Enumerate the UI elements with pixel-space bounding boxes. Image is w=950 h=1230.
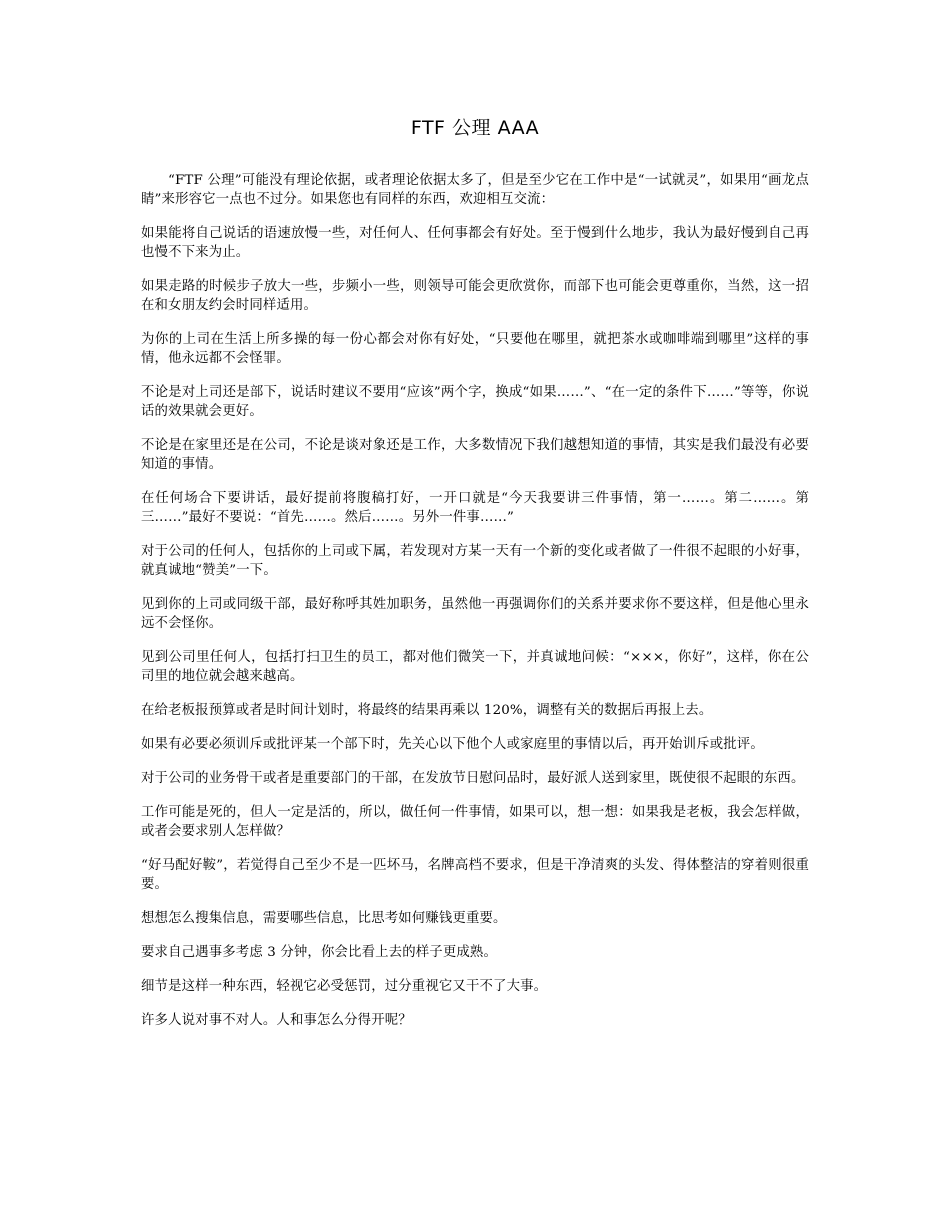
document-body	[141, 171, 809, 1045]
paragraph: 见到公司里任何人，包括打扫卫生的员工，都对他们微笑一下，并真诚地问候：“×××，你好”，这样，你在公司里的地位就会越来越高。	[141, 650, 809, 684]
paragraph: 要求自己遇事多考虑 3 分钟，你会比看上去的样子更成熟。	[141, 945, 497, 960]
paragraph: 见到你的上司或同级干部，最好称呼其姓加职务，虽然他一再强调你们的关系并要求你不要这样，但是他心里永远不会怪你。	[141, 597, 809, 631]
paragraph: 细节是这样一种东西，轻视它必受惩罚，过分重视它又干不了大事。	[141, 979, 548, 994]
paragraph: 不论是在家里还是在公司，不论是谈对象还是工作，大多数情况下我们越想知道的事情，其实是我们最没有必要知道的事情。	[141, 438, 809, 472]
paragraph: “好马配好鞍”，若觉得自己至少不是一匹坏马，名牌高档不要求，但是干净清爽的头发、得体整洁的穿着则很重要。	[141, 858, 809, 892]
paragraph: 为你的上司在生活上所多操的每一份心都会对你有好处，“只要他在哪里，就把茶水或咖啡端到哪里”这样的事情，他永远都不会怪罪。	[141, 332, 809, 366]
paragraph: 许多人说对事不对人。人和事怎么分得开呢？	[141, 1013, 412, 1028]
paragraph: 对于公司的任何人，包括你的上司或下属，若发现对方某一天有一个新的变化或者做了一件很不起眼的小好事，就真诚地“赞美”一下。	[141, 544, 809, 578]
paragraph: 在任何场合下要讲话，最好提前将腹稿打好，一开口就是“今天我要讲三件事情，第一……。第二……。第三……”最好不要说：“首先……。然后……。另外一件事……”	[141, 491, 809, 525]
paragraph: 如果能将自己说话的语速放慢一些，对任何人、任何事都会有好处。至于慢到什么地步，我认为最好慢到自己再也慢不下来为止。	[141, 226, 809, 260]
paragraph: 如果有必要必须训斥或批评某一个部下时，先关心以下他个人或家庭里的事情以后，再开始训斥或批评。	[141, 737, 764, 752]
paragraph: 对于公司的业务骨干或者是重要部门的干部，在发放节日慰问品时，最好派人送到家里，既使很不起眼的东西。	[141, 771, 805, 786]
paragraph: 想想怎么搜集信息，需要哪些信息，比思考如何赚钱更重要。	[141, 911, 507, 926]
document-title: FTF 公理 AAA	[410, 117, 540, 139]
paragraph: 工作可能是死的，但人一定是活的，所以，做任何一件事情，如果可以，想一想：如果我是老板，我会怎样做，或者会要求别人怎样做？	[141, 805, 809, 839]
paragraph: 如果走路的时候步子放大一些，步频小一些，则领导可能会更欣赏你，而部下也可能会更尊重你，当然，这一招在和女朋友约会时同样适用。	[141, 279, 809, 313]
paragraph: 不论是对上司还是部下，说话时建议不要用“应该”两个字，换成“如果……”、“在一定的条件下……”等等，你说话的效果就会更好。	[141, 385, 809, 419]
paragraph-intro: “FTF 公理”可能没有理论依据，或者理论依据太多了，但是至少它在工作中是“一试就灵”，如果用“画龙点睛”来形容它一点也不过分。如果您也有同样的东西，欢迎相互交流：	[141, 173, 809, 207]
paragraph: 在给老板报预算或者是时间计划时，将最终的结果再乘以 120%，调整有关的数据后再报上去。	[141, 703, 713, 718]
